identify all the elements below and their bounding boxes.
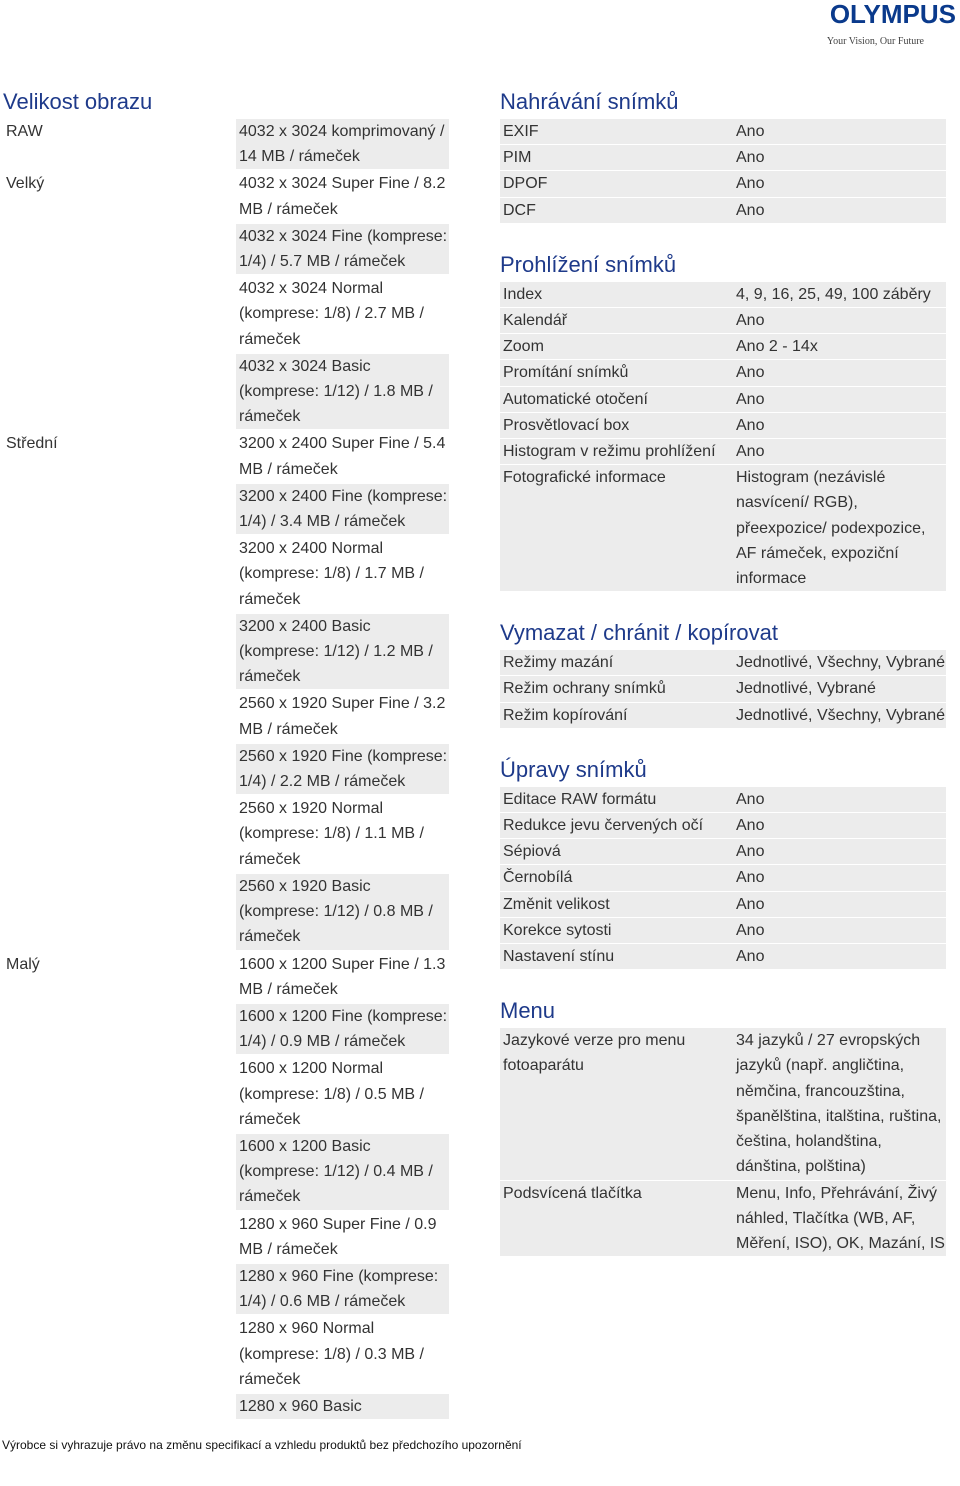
row-label: Promítání snímků xyxy=(500,360,733,385)
table-row xyxy=(3,1212,449,1264)
image-size-section xyxy=(3,89,449,1421)
row-label xyxy=(3,1316,236,1392)
row-value: 3200 x 2400 Fine (komprese: 1/4) / 3.4 MB / rámeček xyxy=(236,484,449,534)
row-value: Ano xyxy=(733,413,946,438)
table-row xyxy=(3,614,449,692)
row-label: Prosvětlovací box xyxy=(500,413,733,438)
table-row xyxy=(3,484,449,536)
table-row xyxy=(3,1264,449,1316)
table-row xyxy=(500,918,946,944)
footer-disclaimer: Výrobce si vyhrazuje právo na změnu specifikací a vzhledu produktů bez předchozího upozornění xyxy=(2,1438,522,1452)
row-value: Histogram (nezávislé nasvícení/ RGB), přeexpozice/ podexpozice, AF rámeček, expoziční informace xyxy=(733,465,946,591)
row-value: 4032 x 3024 Fine (komprese: 1/4) / 5.7 MB / rámeček xyxy=(236,224,449,274)
row-label: PIM xyxy=(500,145,733,170)
section-heading: Úpravy snímků xyxy=(500,756,647,782)
logo-tagline: Your Vision, Our Future xyxy=(826,36,924,47)
row-value: 1600 x 1200 Normal (komprese: 1/8) / 0.5 MB / rámeček xyxy=(239,1060,424,1128)
table-row xyxy=(3,744,449,796)
row-value: 3200 x 2400 Basic (komprese: 1/12) / 1.2 MB / rámeček xyxy=(236,614,449,690)
row-label: Automatické otočení xyxy=(500,387,733,412)
spec-section xyxy=(500,757,946,970)
table-row xyxy=(500,787,946,813)
row-label xyxy=(3,536,236,612)
table-row xyxy=(500,465,946,592)
row-label xyxy=(3,796,236,872)
row-label: Editace RAW formátu xyxy=(500,787,733,812)
table-row xyxy=(500,308,946,334)
table-row xyxy=(500,1181,946,1258)
row-value: Ano xyxy=(733,892,946,917)
row-value: 4032 x 3024 komprimovaný / 14 MB / rámeček xyxy=(236,119,449,169)
row-label: RAW xyxy=(6,123,43,140)
row-label: Režimy mazání xyxy=(500,650,733,675)
row-label: Histogram v režimu prohlížení xyxy=(500,439,733,464)
row-label xyxy=(3,1056,236,1132)
row-label: Kalendář xyxy=(500,308,733,333)
table-row xyxy=(500,334,946,360)
row-label xyxy=(3,484,236,534)
specs-column xyxy=(500,89,946,1285)
row-label: Černobílá xyxy=(500,865,733,890)
row-value: Ano xyxy=(733,171,946,196)
table-row xyxy=(3,1004,449,1056)
row-value: Ano xyxy=(733,360,946,385)
row-value: Ano xyxy=(733,787,946,812)
table-row xyxy=(3,1134,449,1212)
row-value: 34 jazyků / 27 evropských jazyků (např. angličtina, němčina, francouzština, španělština, italština, ruština, čeština, holandština, dánština, polština) xyxy=(733,1028,946,1179)
row-value: 1600 x 1200 Super Fine / 1.3 MB / rámeček xyxy=(239,955,446,998)
row-label: Režim ochrany snímků xyxy=(500,676,733,701)
row-label: Střední xyxy=(6,435,58,453)
table-row xyxy=(500,360,946,386)
table-row xyxy=(500,387,946,413)
logo-brand: OLYMPUS xyxy=(829,0,956,29)
row-value: Ano xyxy=(733,839,946,864)
table-row xyxy=(3,536,449,614)
row-label xyxy=(3,874,236,950)
section-heading: Nahrávání snímků xyxy=(500,89,679,114)
table-row xyxy=(3,224,449,276)
row-label: Zoom xyxy=(500,334,733,359)
row-label xyxy=(3,691,236,741)
row-value: 1280 x 960 Super Fine / 0.9 MB / rámeček xyxy=(239,1215,437,1258)
row-value: 4032 x 3024 Super Fine / 8.2 MB / rámeček xyxy=(239,175,446,218)
table-row xyxy=(500,676,946,702)
table-row xyxy=(3,1394,449,1421)
section-heading: Menu xyxy=(500,998,556,1024)
table-row xyxy=(500,413,946,439)
table-row xyxy=(3,354,449,432)
row-value: Ano xyxy=(733,813,946,838)
row-value: Ano xyxy=(733,119,946,144)
table-row xyxy=(500,1028,946,1180)
spec-section xyxy=(500,620,946,729)
row-label xyxy=(3,276,236,352)
row-value: Ano xyxy=(733,198,946,223)
section-heading: Velikost obrazu xyxy=(3,89,153,114)
table-row xyxy=(3,691,449,743)
table-row xyxy=(500,650,946,676)
row-value: 1600 x 1200 Basic (komprese: 1/12) / 0.4 MB / rámeček xyxy=(236,1134,449,1210)
spec-section xyxy=(500,252,946,592)
row-value: 2560 x 1920 Fine (komprese: 1/4) / 2.2 MB / rámeček xyxy=(236,744,449,794)
row-label xyxy=(3,1134,236,1210)
row-label: Jazykové verze pro menu fotoaparátu xyxy=(500,1028,733,1179)
table-row xyxy=(3,952,449,1004)
table-row xyxy=(500,892,946,918)
table-row xyxy=(500,282,946,308)
row-value: 2560 x 1920 Normal (komprese: 1/8) / 1.1 MB / rámeček xyxy=(239,800,424,868)
row-label: Podsvícená tlačítka xyxy=(500,1181,733,1257)
table-row xyxy=(3,119,449,171)
table-row xyxy=(500,839,946,865)
table-row xyxy=(500,865,946,891)
row-value: Jednotlivé, Vybrané xyxy=(733,676,946,701)
table-row xyxy=(500,198,946,224)
row-label: Index xyxy=(500,282,733,307)
spec-section xyxy=(500,89,946,224)
row-value: Ano 2 - 14x xyxy=(733,334,946,359)
row-value: 1600 x 1200 Fine (komprese: 1/4) / 0.9 MB / rámeček xyxy=(236,1004,449,1054)
row-value: 3200 x 2400 Super Fine / 5.4 MB / rámeček xyxy=(239,435,446,478)
row-label: DCF xyxy=(500,198,733,223)
row-label: Velký xyxy=(6,175,45,193)
table-row xyxy=(3,431,449,483)
row-value: Ano xyxy=(733,308,946,333)
row-value: 1280 x 960 Basic xyxy=(236,1394,449,1419)
row-value: Menu, Info, Přehrávání, Živý náhled, Tlačítka (WB, AF, Měření, ISO), OK, Mazání, IS xyxy=(733,1181,946,1257)
table-row xyxy=(500,119,946,145)
table-row xyxy=(500,813,946,839)
row-label: Režim kopírování xyxy=(500,703,733,728)
row-label xyxy=(3,354,236,430)
row-label xyxy=(3,1264,236,1314)
table-row xyxy=(3,276,449,354)
row-label: Změnit velikost xyxy=(500,892,733,917)
row-value: Jednotlivé, Všechny, Vybrané xyxy=(733,650,946,675)
row-value: 4032 x 3024 Normal (komprese: 1/8) / 2.7 MB / rámeček xyxy=(239,280,424,348)
row-value: 4032 x 3024 Basic (komprese: 1/12) / 1.8 MB / rámeček xyxy=(236,354,449,430)
row-value: Ano xyxy=(733,145,946,170)
row-label: Nastavení stínu xyxy=(500,944,733,969)
row-value: 1280 x 960 Fine (komprese: 1/4) / 0.6 MB / rámeček xyxy=(236,1264,449,1314)
table-row xyxy=(500,171,946,197)
row-value: Ano xyxy=(733,918,946,943)
row-value: 2560 x 1920 Super Fine / 3.2 MB / rámeček xyxy=(239,695,446,738)
row-value: 4, 9, 16, 25, 49, 100 záběry xyxy=(733,282,946,307)
olympus-logo xyxy=(792,0,960,50)
row-label xyxy=(3,1004,236,1054)
row-value: 1280 x 960 Normal (komprese: 1/8) / 0.3 MB / rámeček xyxy=(239,1320,424,1388)
row-label: DPOF xyxy=(500,171,733,196)
table-row xyxy=(500,944,946,970)
row-label xyxy=(3,224,236,274)
table-row xyxy=(3,171,449,223)
row-label: EXIF xyxy=(500,119,733,144)
row-label xyxy=(3,1212,236,1262)
row-label xyxy=(3,1394,236,1419)
section-heading: Prohlížení snímků xyxy=(500,251,677,277)
row-value: 2560 x 1920 Basic (komprese: 1/12) / 0.8 MB / rámeček xyxy=(236,874,449,950)
row-value: Jednotlivé, Všechny, Vybrané xyxy=(733,703,946,728)
row-label: Korekce sytosti xyxy=(500,918,733,943)
section-heading: Vymazat / chránit / kopírovat xyxy=(500,620,778,646)
table-row xyxy=(500,145,946,171)
row-label xyxy=(3,614,236,690)
row-label xyxy=(3,744,236,794)
spec-section xyxy=(500,998,946,1257)
table-row xyxy=(3,796,449,874)
row-value: Ano xyxy=(733,865,946,890)
table-row xyxy=(500,439,946,465)
table-row xyxy=(3,874,449,952)
table-row xyxy=(3,1056,449,1134)
image-size-table xyxy=(3,119,449,1421)
row-value: Ano xyxy=(733,387,946,412)
row-value: 3200 x 2400 Normal (komprese: 1/8) / 1.7 MB / rámeček xyxy=(239,540,424,608)
row-label: Malý xyxy=(6,955,40,973)
row-label: Fotografické informace xyxy=(500,465,733,591)
table-row xyxy=(3,1316,449,1394)
row-label: Sépiová xyxy=(500,839,733,864)
row-label: Redukce jevu červených očí xyxy=(500,813,733,838)
row-value: Ano xyxy=(733,944,946,969)
row-value: Ano xyxy=(733,439,946,464)
table-row xyxy=(500,703,946,729)
